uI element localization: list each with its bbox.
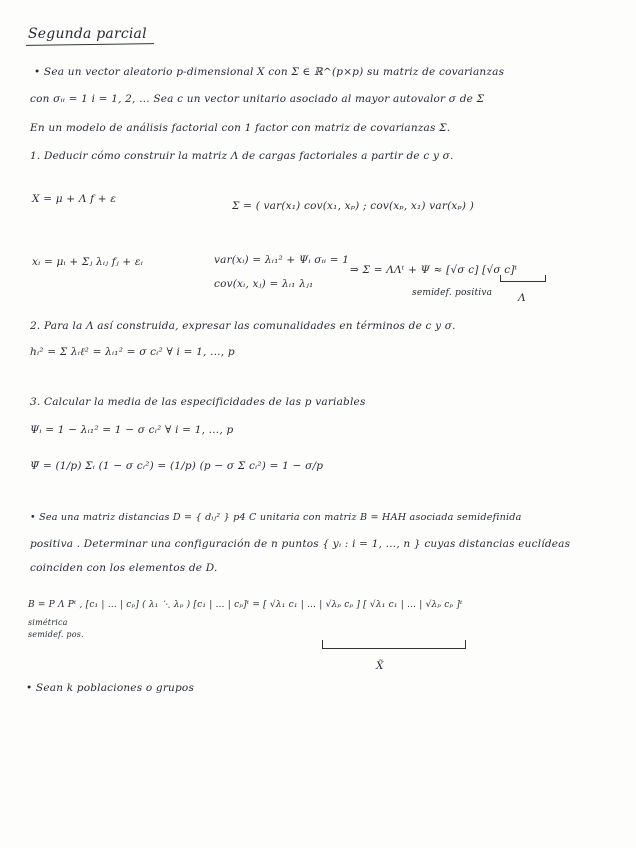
note-line: En un modelo de análisis factorial con 1 factor con matriz de covarianzas Σ. [30,122,451,134]
annotation: semidef. pos. [28,630,84,639]
equation: Ψ̄ = (1/p) Σᵢ (1 − σ cᵢ²) = (1/p) (p − σ Σ cᵢ²) = 1 − σ/p [30,460,324,472]
note-line: positiva . Determinar una configuración de n puntos { yᵢ : i = 1, …, n } cuyas distancias euclídeas [30,538,571,550]
question-1: 1. Deducir cómo construir la matriz Λ de cargas factoriales a partir de c y σ. [30,150,454,162]
question-2: 2. Para la Λ así construida, expresar las comunalidades en términos de c y σ. [30,320,456,332]
note-line: coinciden con los elementos de D. [30,562,218,574]
note-line: con σᵢᵢ = 1 i = 1, 2, … Sea c un vector unitario asociado al mayor autovalor σ de Σ [30,93,485,105]
equation: Ψᵢ = 1 − λᵢ₁² = 1 − σ cᵢ² ∀ i = 1, …, p [30,424,234,436]
note-line: • Sea una matriz distancias D = { dᵢⱼ² } p4 C unitaria con matriz B = HAH asociada semidefinida [30,512,522,523]
note-line: • Sea un vector aleatorio p-dimensional X con Σ ∈ ℝ^(p×p) su matriz de covarianzas [34,66,505,78]
equation: var(xᵢ) = λᵢ₁² + Ψᵢ σᵢᵢ = 1 [214,254,350,266]
equation: ⇒ Σ = ΛΛᵗ + Ψ ≈ [√σ c] [√σ c]ᵗ [350,264,518,276]
equation: B = P Λ Pᵗ , [c₁ | … | cₚ] ( λ₁ ⋱ λₚ ) [c₁ | … | cₚ]ᵗ = [ √λ₁ c₁ | … | √λₚ cₚ ] [ √λ₁ c₁ | … | √λₚ cₚ ]ᵗ [28,600,463,610]
underbrace [500,275,546,282]
equation: Σ = ( var(x₁) cov(x₁, xₚ) ; cov(xₚ, x₁) var(xₚ) ) [232,200,475,212]
equation: hᵢ² = Σ λᵢℓ² = λᵢ₁² = σ cᵢ² ∀ i = 1, …, p [30,346,235,358]
note-line: • Sean k poblaciones o grupos [26,682,195,694]
annotation: simétrica [28,618,68,627]
title-underline [26,43,154,46]
equation: xᵢ = μᵢ + Σⱼ λᵢⱼ fⱼ + εᵢ [32,256,144,268]
underbrace [322,640,466,649]
equation: X = μ + Λ f + ε [32,193,117,205]
page-title: Segunda parcial [28,26,147,42]
equation: cov(xᵢ, xⱼ) = λᵢ₁ λⱼ₁ [214,278,314,290]
annotation: X̃ [376,660,384,672]
annotation: semidef. positiva [412,288,493,298]
question-3: 3. Calcular la media de las especificidades de las p variables [30,396,366,408]
annotation: Λ [518,292,526,304]
